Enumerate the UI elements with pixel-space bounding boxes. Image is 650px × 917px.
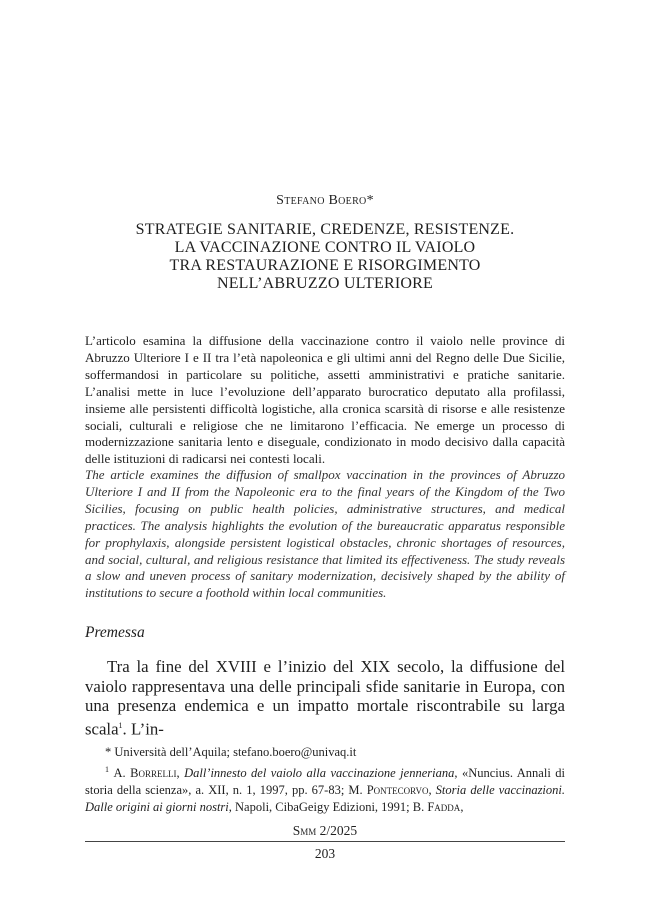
footnote-1-text: ,: [460, 800, 464, 815]
body-paragraph: [85, 657, 565, 739]
footnote-1-author: Fadda: [427, 800, 461, 815]
section-heading: Premessa: [85, 624, 145, 641]
footnote-1-marker: 1: [105, 765, 109, 774]
abstract-english: The article examines the diffusion of smallpox vaccination in the provinces of Abruzzo Ulteriore I and II from the Napoleonic era to the final years of the Kingdom of the Two Sicilies, focusing on public health policies, administrative structures, and medical practices. The analysis highlights the evolution of the bureaucratic apparatus responsible for prophylaxis, alongside persistent logistical obstacles, chronic shortages of resources, and social, cultural, and religious resistance that limited its effectiveness. The study reveals a slow and uneven process of sanitary modernization, decisively shaped by the ability of institutions to secure a foothold within local communities.: [85, 467, 565, 601]
footnote-1-author: Pontecorvo: [366, 783, 429, 798]
title-line-1: STRATEGIE SANITARIE, CREDENZE, RESISTENZE.: [135, 221, 515, 238]
footnote-affiliation: * Università dell’Aquila; stefano.boero@univaq.it: [105, 745, 357, 759]
footer-rule: [85, 841, 565, 842]
body-text-tail: . L’in-: [122, 719, 164, 739]
footnote-1-text: ,: [428, 783, 436, 798]
article-title: [0, 221, 650, 293]
abstract-italian: L’articolo esamina la diffusione della vaccinazione contro il vaiolo nelle province di Abruzzo Ulteriore I e II tra l’età napoleonica e gli ultimi anni del Regno delle Due Sicilie, soffermandosi in particolare su politiche, assetti amministrativi e pratiche sanitarie. L’analisi mette in luce l’evoluzione dell’apparato burocratico deputato alla profilassi, insieme alle persistenti difficoltà logistiche, alla cronica scarsità di risorse e alle resistenze sociali, culturali e religiose che ne limitarono l’efficacia. Ne emerge un processo di modernizzazione sanitaria lento e diseguale, condizionato in modo decisivo dalla capacità delle istituzioni di radicarsi nei contesti locali.: [85, 333, 565, 467]
title-line-2: LA VACCINAZIONE CONTRO IL VAIOLO: [174, 239, 476, 256]
footnote-1: $^1$ A. Borrelli, Dall’innesto del vaiolo alla vaccinazione jenneriana, «Nuncius. Annali di storia della scienza», a. XII, n. 1, 1997, pp. 67-83; M. Pontecorvo, Storia delle vaccinazioni. Dalle origini ai giorni nostri, Napoli, CibaGeigy Edizioni, 1991; B. Fadda,: [85, 765, 566, 815]
footnote-1-text: , Napoli, CibaGeigy Edizioni, 1991; B.: [228, 800, 428, 815]
footnote-1-text: A.: [113, 766, 131, 781]
footnote-ref-1[interactable]: 1: [118, 720, 123, 730]
page-number: 203: [314, 846, 336, 861]
title-line-4: NELL’ABRUZZO ULTERIORE: [216, 275, 434, 292]
body-text: Tra la fine del XVIII e l’inizio del XIX secolo, la diffusione del vaiolo rappresentava una delle principali sfide sanitarie in Europa, con una presenza endemica e un impatto mortale riscontrabile su larga scala: [85, 657, 565, 739]
footnote-1-text: , «Nuncius. Annali di storia della scienza», a. XII, n. 1, 1997, pp. 67-83; M.: [85, 766, 566, 798]
title-line-3: TRA RESTAURAZIONE E RISORGIMENTO: [169, 257, 481, 274]
footnotes: [85, 744, 565, 816]
footnote-1-author: Borrelli: [130, 766, 177, 781]
footnote-1-title: Dall’innesto del vaiolo alla vaccinazione jenneriana: [184, 766, 455, 781]
author-name: Stefano Boero*: [276, 193, 374, 208]
journal-footer: Smm 2/2025: [292, 823, 358, 838]
footnote-1-title: Storia delle vaccinazioni. Dalle origini ai giorni nostri: [85, 783, 566, 815]
